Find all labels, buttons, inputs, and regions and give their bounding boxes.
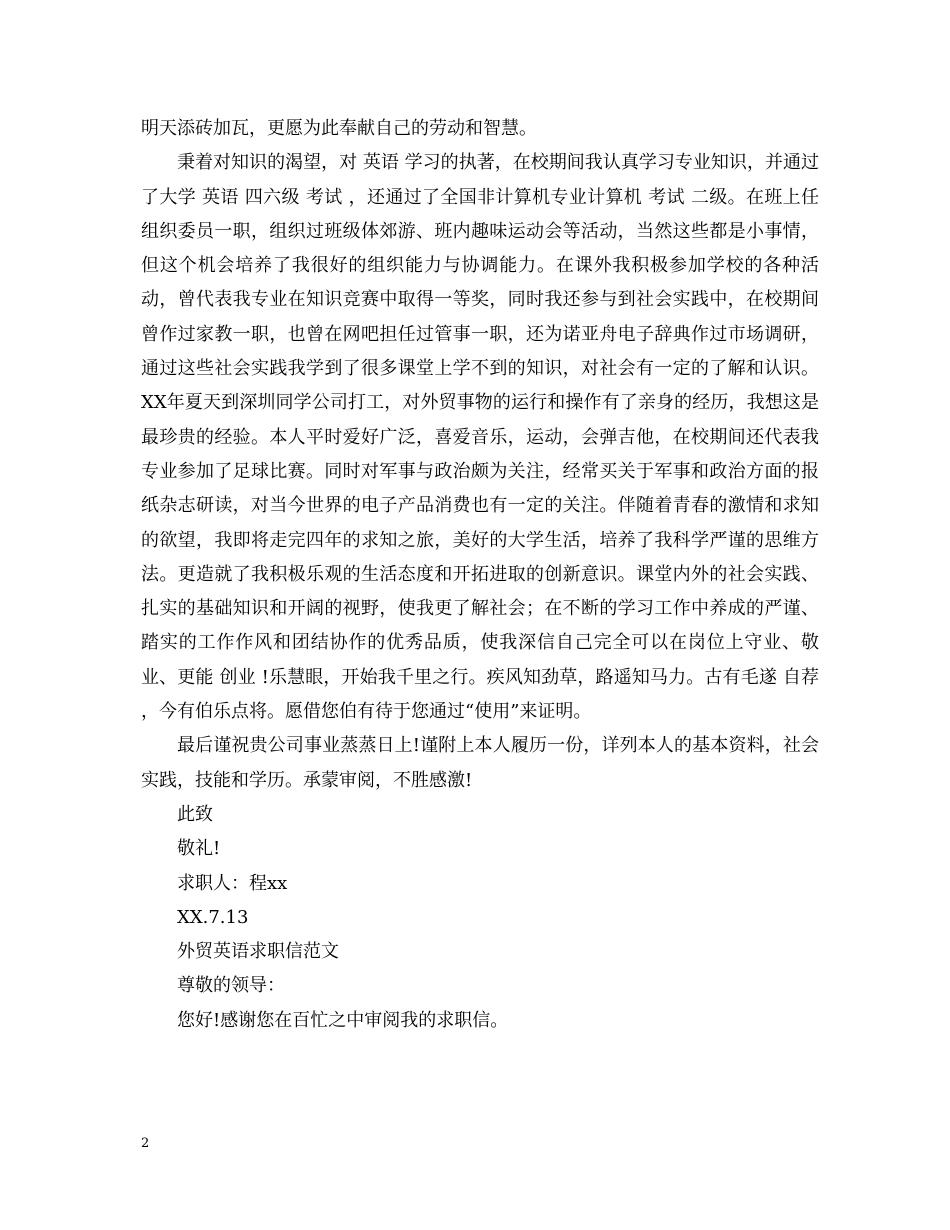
greeting-recipient: 尊敬的领导： xyxy=(177,975,285,997)
signature-applicant: 求职人：程xx xyxy=(177,872,288,894)
section-title: 外贸英语求职信范文 xyxy=(177,941,339,963)
greeting-opening: 您好!感谢您在百忙之中审阅我的求职信。 xyxy=(177,1009,509,1031)
paragraph-closing-wishes: 最后谨祝贵公司事业蒸蒸日上!谨附上本人履历一份，详列本人的基本资料，社会实践，技能和学历。承蒙审阅，不胜感激! xyxy=(141,735,819,791)
salutation-cizhi: 此致 xyxy=(177,803,213,825)
salutation-jingli: 敬礼! xyxy=(177,838,221,860)
letter-body xyxy=(141,112,819,1038)
paragraph-self-introduction: 秉着对知识的渴望，对 英语 学习的执著，在校期间我认真学习专业知识，并通过了大学 英语 四六级 考试 ，还通过了全国非计算机专业计算机 考试 二级。在班上任组织委员一职，组织过班级体郊游、班内趣味运动会等活动，当然这些都是小事情，但这个机会培养了我很好的组织能力与协调能力。在课外我积极参加学校的各种活动，曾代表我专业在知识竞赛中取得一等奖，同时我还参与到社会实践中，在校期间曾作过家教一职，也曾在网吧担任过管事一职，还为诺亚舟电子辞典作过市场调研，通过这些社会实践我学到了很多课堂上学不到的知识，对社会有一定的了解和认识。XX年夏天到深圳同学公司打工，对外贸事物的运行和操作有了亲身的经历，我想这是最珍贵的经验。本人平时爱好广泛，喜爱音乐，运动，会弹吉他，在校期间还代表我专业参加了足球比赛。同时对军事与政治颇为关注，经常买关于军事和政治方面的报纸杂志研读，对当今世界的电子产品消费也有一定的关注。伴随着青春的激情和求知的欲望，我即将走完四年的求知之旅，美好的大学生活，培养了我科学严谨的思维方法。更造就了我积极乐观的生活态度和开拓进取的创新意识。课堂内外的社会实践、扎实的基础知识和开阔的视野，使我更了解社会；在不断的学习工作中养成的严谨、踏实的工作作风和团结协作的优秀品质，使我深信自己完全可以在岗位上守业、敬业、更能 创业 !乐慧眼，开始我千里之行。疾风知劲草，路遥知马力。古有毛遂 自荐 ，今有伯乐点将。愿借您伯有待于您通过“使用”来证明。 xyxy=(141,152,819,723)
letter-date: XX.7.13 xyxy=(177,906,249,928)
page-number: 2 xyxy=(141,1136,150,1151)
paragraph-continuation: 明天添砖加瓦，更愿为此奉献自己的劳动和智慧。 xyxy=(141,118,537,139)
